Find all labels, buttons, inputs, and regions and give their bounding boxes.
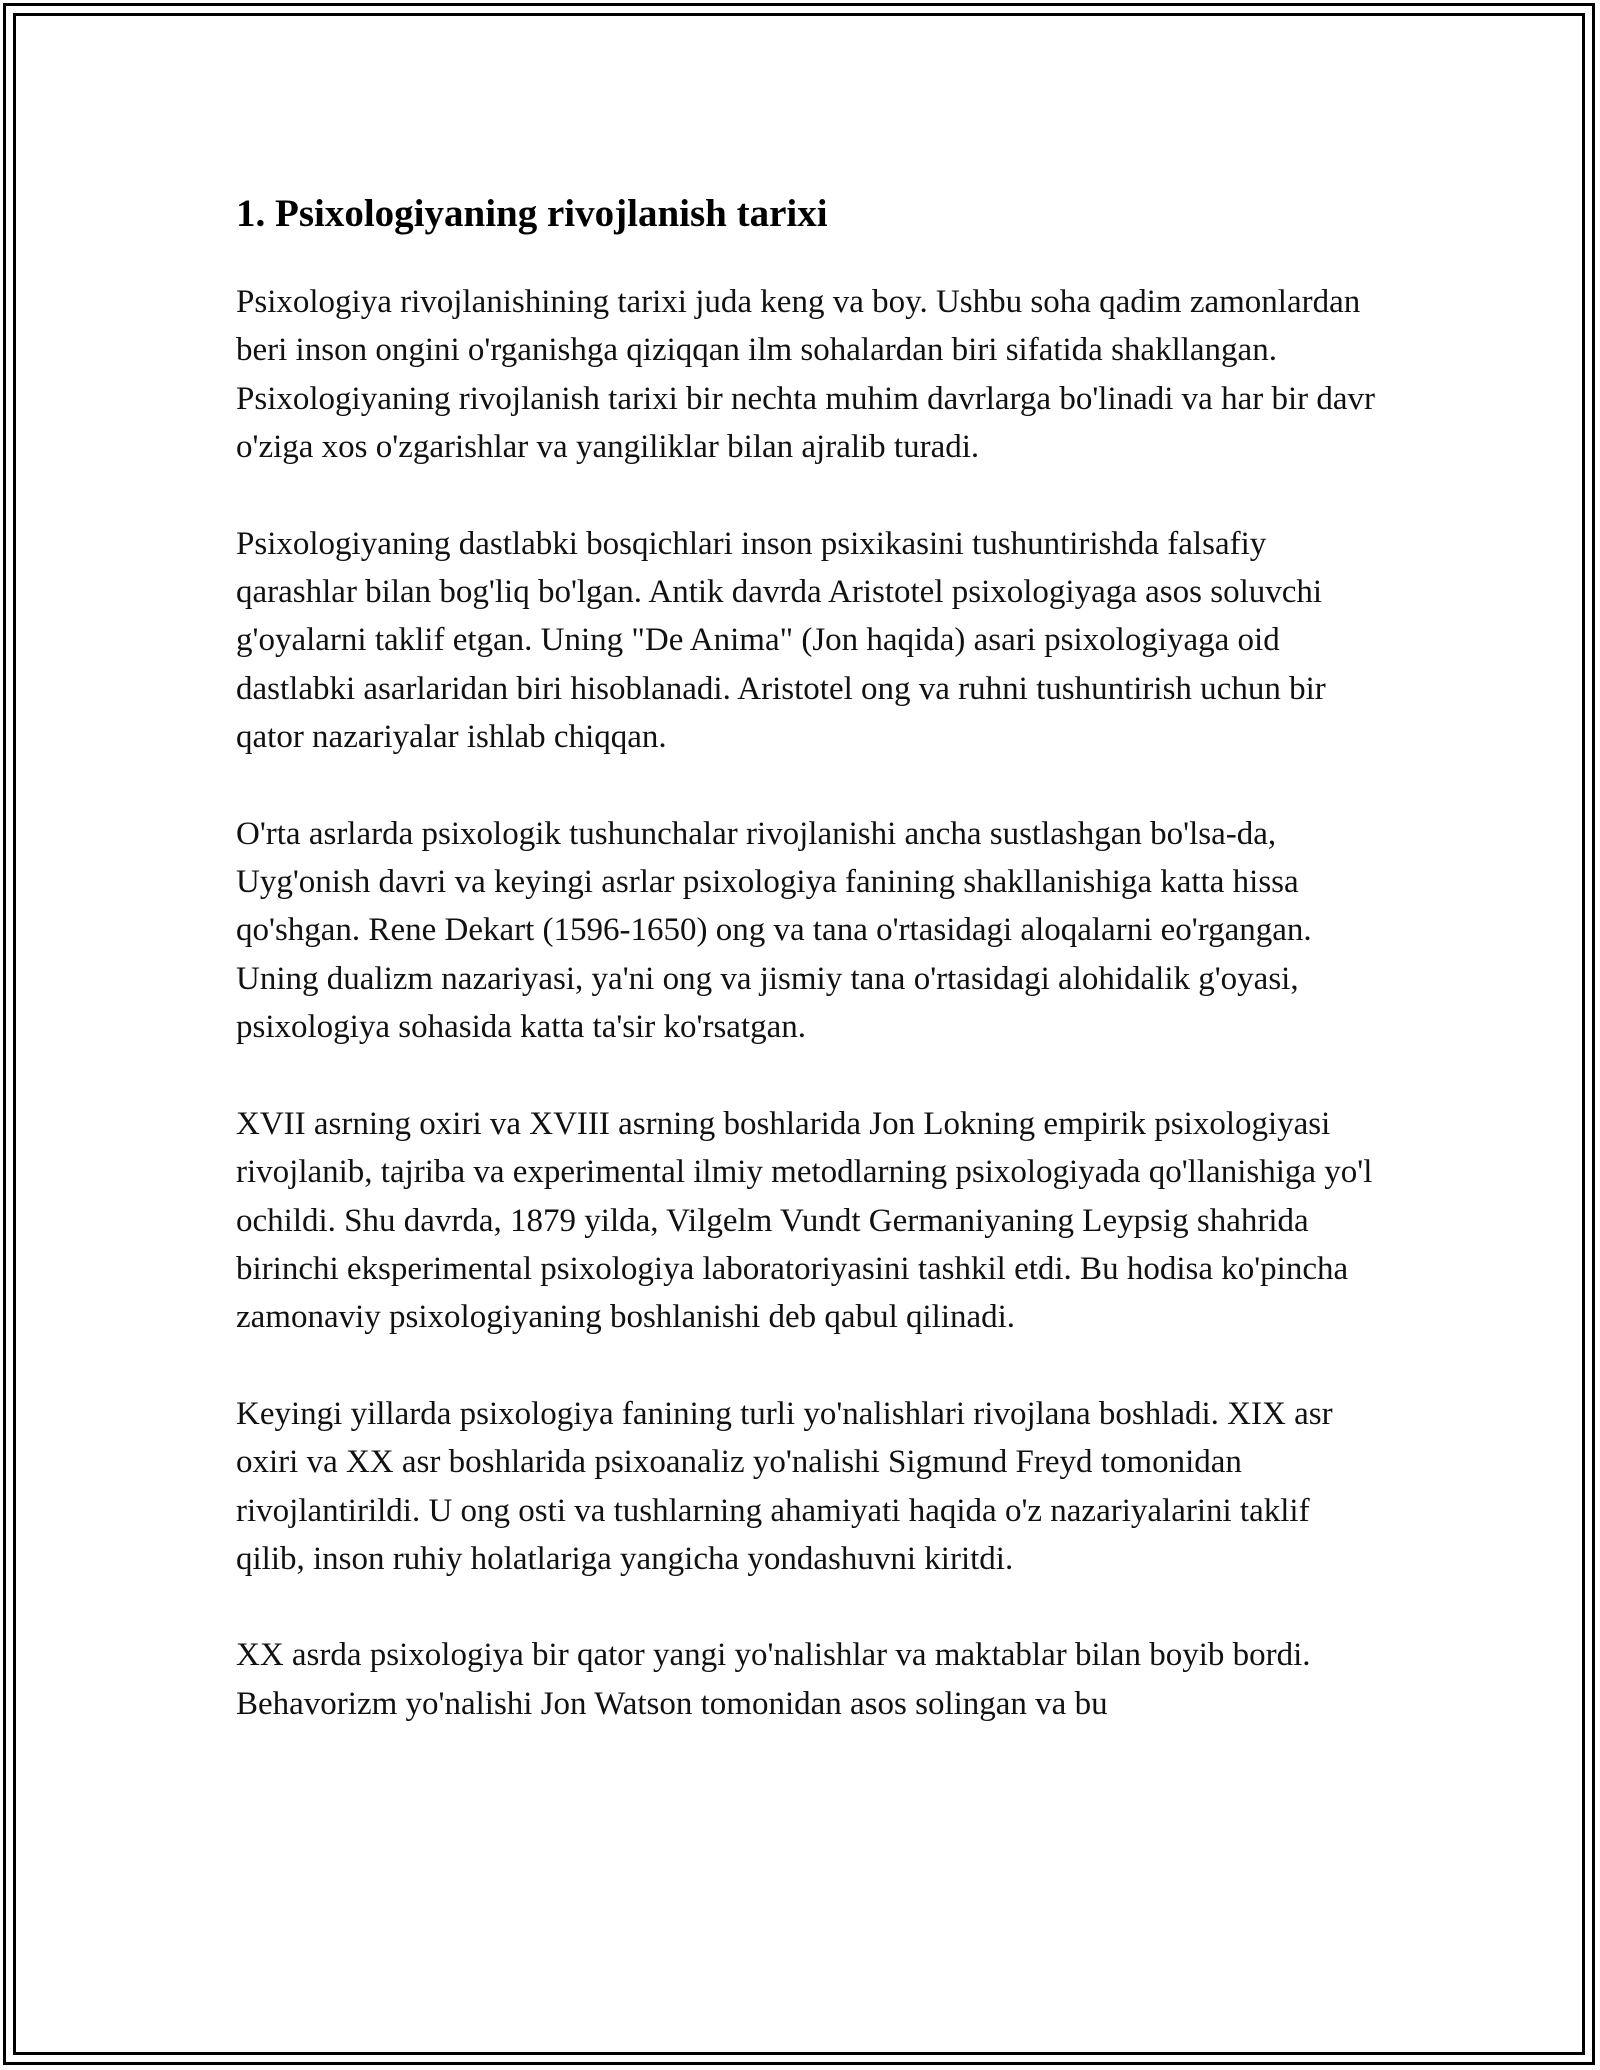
paragraph-5: Keyingi yillarda psixologiya fanining turli yo'nalishlari rivojlana boshladi. XIX asr oxiri va XX asr boshlarida psixoanaliz yo'nalishi Sigmund Freyd tomonidan rivojlantirildi. U ong osti va tushlarning ahamiyati haqida o'z nazariyalarini taklif qilib, inson ruhiy holatlariga yangicha yondashuvni kiritdi. [236, 1395, 1333, 1577]
document-body [236, 186, 1376, 1776]
paragraph-2: Psixologiyaning dastlabki bosqichlari inson psixikasini tushuntirishda falsafiy qarashlar bilan bog'liq bo'lgan. Antik davrda Aristotel psixologiyaga asos soluvchi g'oyalarni taklif etgan. Uning "De Anima" (Jon haqida) asari psixologiyaga oid dastlabki asarlaridan biri hisoblanadi. Aristotel ong va ruhni tushuntirish uchun bir qator nazariyalar ishlab chiqqan. [236, 525, 1326, 756]
paragraph-4: XVII asrning oxiri va XVIII asrning boshlarida Jon Lokning empirik psixologiyasi rivojlanib, tajriba va experimental ilmiy metodlarning psixologiyada qo'llanishiga yo'l ochildi. Shu davrda, 1879 yilda, Vilgelm Vundt Germaniyaning Leypsig shahrida birinchi eksperimental psixologiya laboratoriyasini tashkil etdi. Bu hodisa ko'pincha zamonaviy psixologiyaning boshlanishi deb qabul qilinadi. [236, 1105, 1373, 1336]
section-heading: 1. Psixologiyaning rivojlanish tarixi [236, 192, 828, 235]
paragraph-6: XX asrda psixologiya bir qator yangi yo'nalishlar va maktablar bilan boyib bordi. Behavorizm yo'nalishi Jon Watson tomonidan asos solingan va bu [236, 1637, 1311, 1722]
paragraph-1: Psixologiya rivojlanishining tarixi juda keng va boy. Ushbu soha qadim zamonlardan beri inson ongini o'rganishga qiziqqan ilm sohalardan biri sifatida shakllangan. Psixologiyaning rivojlanish tarixi bir nechta muhim davrlarga bo'linadi va har bir davr o'ziga xos o'zgarishlar va yangiliklar bilan ajralib turadi. [236, 284, 1375, 466]
paragraph-3: O'rta asrlarda psixologik tushunchalar rivojlanishi ancha sustlashgan bo'lsa-da, Uyg'onish davri va keyingi asrlar psixologiya fanining shakllanishiga katta hissa qo'shgan. Rene Dekart (1596-1650) ong va tana o'rtasidagi aloqalarni eo'rgangan. Uning dualizm nazariyasi, ya'ni ong va jismiy tana o'rtasidagi alohidalik g'oyasi, psixologiya sohasida katta ta'sir ko'rsatgan. [236, 815, 1312, 1046]
